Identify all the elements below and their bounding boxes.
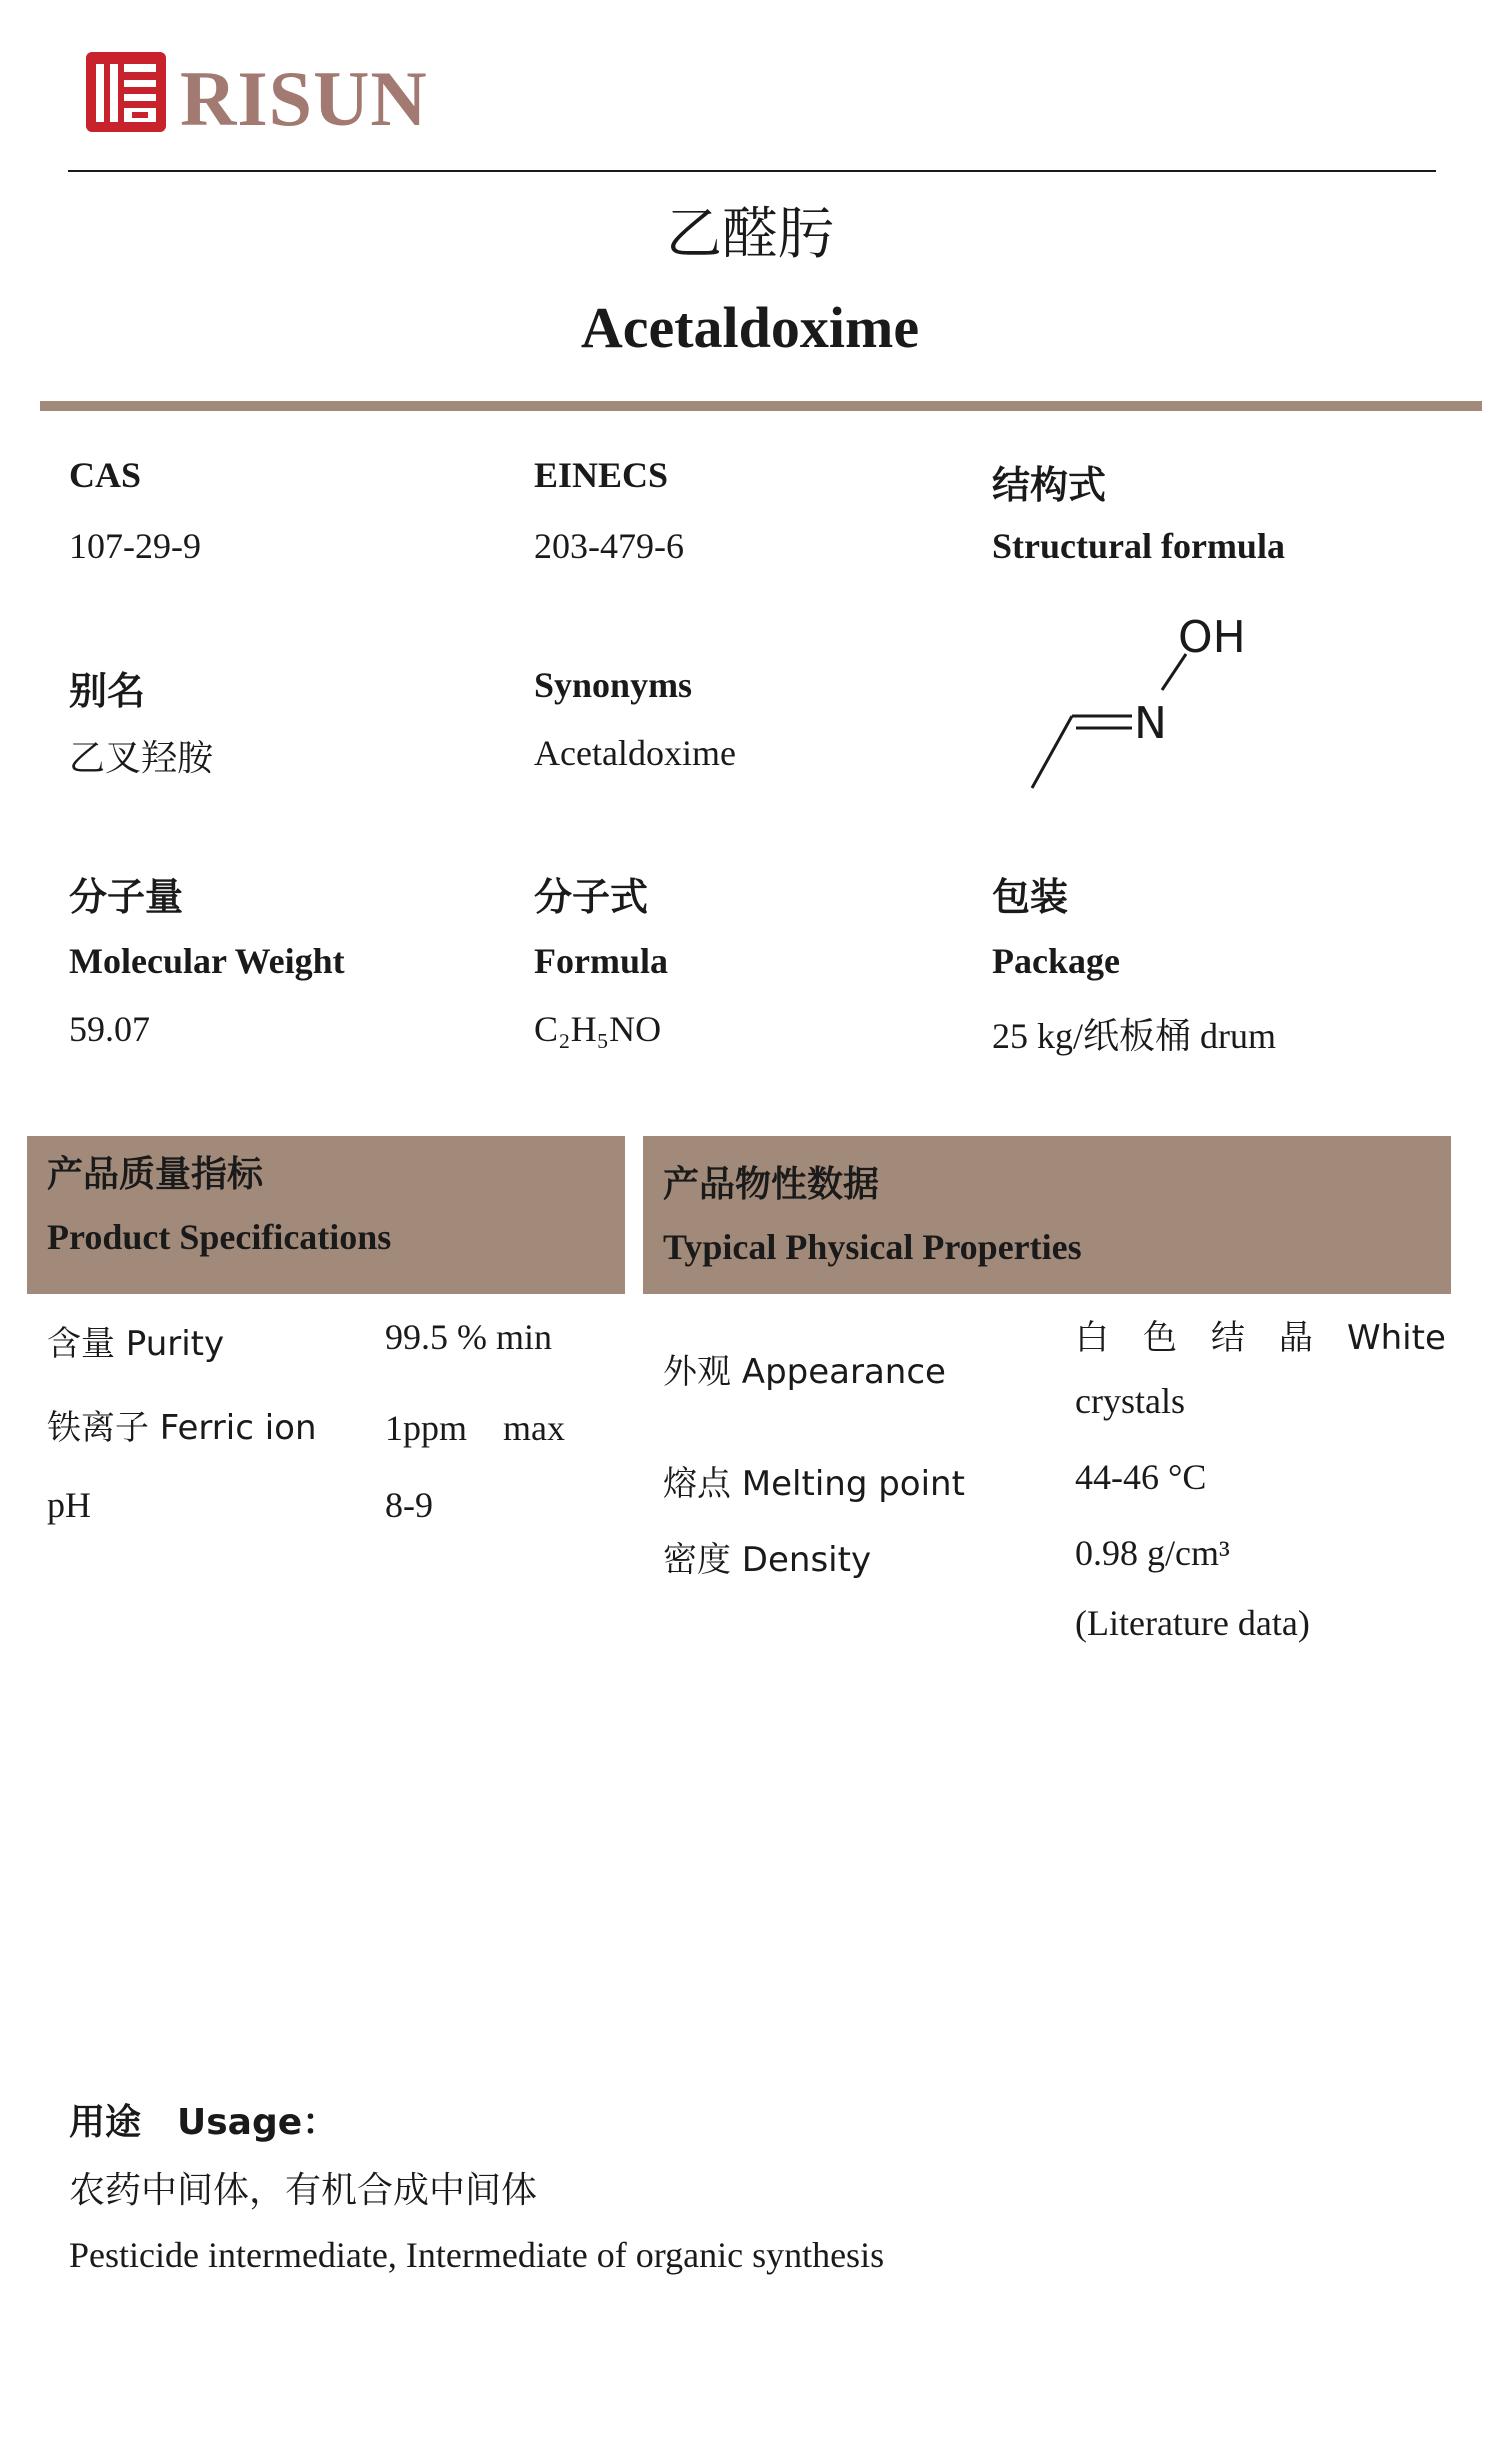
mw-label-cn: 分子量 bbox=[69, 875, 184, 919]
physical-row-label: 熔点 Melting point bbox=[663, 1464, 965, 1504]
package-label-en: Package bbox=[992, 941, 1120, 981]
usage-line-en: Pesticide intermediate, Intermediate of organic synthesis bbox=[69, 2235, 885, 2275]
structure-label-cn: 结构式 bbox=[992, 463, 1107, 507]
formula-value: C₂H₅NO bbox=[534, 1009, 662, 1049]
cas-label: CAS bbox=[69, 455, 142, 495]
formula-label-en: Formula bbox=[534, 941, 668, 981]
einecs-label: EINECS bbox=[534, 455, 669, 495]
top-divider bbox=[68, 170, 1436, 172]
package-value: 25 kg/纸板桶 drum bbox=[992, 1016, 1276, 1056]
physical-row-value: 44-46 °C bbox=[1075, 1457, 1207, 1497]
spec-row-label: 铁离子 Ferric ion bbox=[47, 1408, 317, 1448]
physical-row-label: 密度 Density bbox=[663, 1540, 872, 1580]
specs-header-cn: 产品质量指标 bbox=[47, 1154, 264, 1195]
spec-row-label: pH bbox=[47, 1485, 91, 1525]
alias-label-cn: 别名 bbox=[69, 669, 146, 713]
physical-row-value: 0.98 g/cm³ bbox=[1075, 1533, 1230, 1573]
mw-label-en: Molecular Weight bbox=[69, 941, 345, 981]
physical-row-value: 白 色 结 晶 White bbox=[1075, 1318, 1446, 1358]
brand-name: RISUN bbox=[180, 55, 428, 142]
physical-header bbox=[643, 1136, 1451, 1294]
synonyms-value: Acetaldoxime bbox=[534, 733, 736, 773]
usage-line-cn: 农药中间体，有机合成中间体 bbox=[69, 2170, 538, 2211]
spec-row-value: 8-9 bbox=[385, 1485, 433, 1525]
risun-logo-icon bbox=[84, 50, 168, 134]
formula-n-label: N bbox=[1134, 698, 1167, 749]
spec-row-value: 1ppm max bbox=[385, 1408, 565, 1448]
physical-header-en: Typical Physical Properties bbox=[663, 1227, 1082, 1267]
usage-label: 用途 Usage： bbox=[69, 2102, 339, 2143]
title-cn: 乙醛肟 bbox=[666, 202, 834, 267]
cas-value: 107-29-9 bbox=[69, 526, 201, 566]
spec-row-value: 99.5 % min bbox=[385, 1317, 552, 1357]
physical-header-cn: 产品物性数据 bbox=[663, 1164, 880, 1205]
structural-formula-diagram bbox=[1010, 612, 1270, 802]
spec-row-label: 含量 Purity bbox=[47, 1324, 225, 1364]
alias-value-cn: 乙叉羟胺 bbox=[69, 738, 214, 779]
einecs-value: 203-479-6 bbox=[534, 526, 684, 566]
package-label-cn: 包装 bbox=[992, 875, 1069, 919]
synonyms-label: Synonyms bbox=[534, 665, 693, 705]
mw-value: 59.07 bbox=[69, 1009, 150, 1049]
formula-label-cn: 分子式 bbox=[534, 875, 649, 919]
specs-header-en: Product Specifications bbox=[47, 1217, 392, 1257]
title-en: Acetaldoxime bbox=[580, 295, 920, 360]
physical-row-label: 外观 Appearance bbox=[663, 1352, 946, 1392]
specs-header bbox=[27, 1136, 625, 1294]
brown-divider bbox=[40, 401, 1482, 411]
formula-oh-label: OH bbox=[1178, 612, 1246, 663]
physical-row-value-cont: crystals bbox=[1075, 1381, 1185, 1421]
structure-label-en: Structural formula bbox=[992, 526, 1285, 566]
physical-row-value-cont: (Literature data) bbox=[1075, 1603, 1310, 1643]
